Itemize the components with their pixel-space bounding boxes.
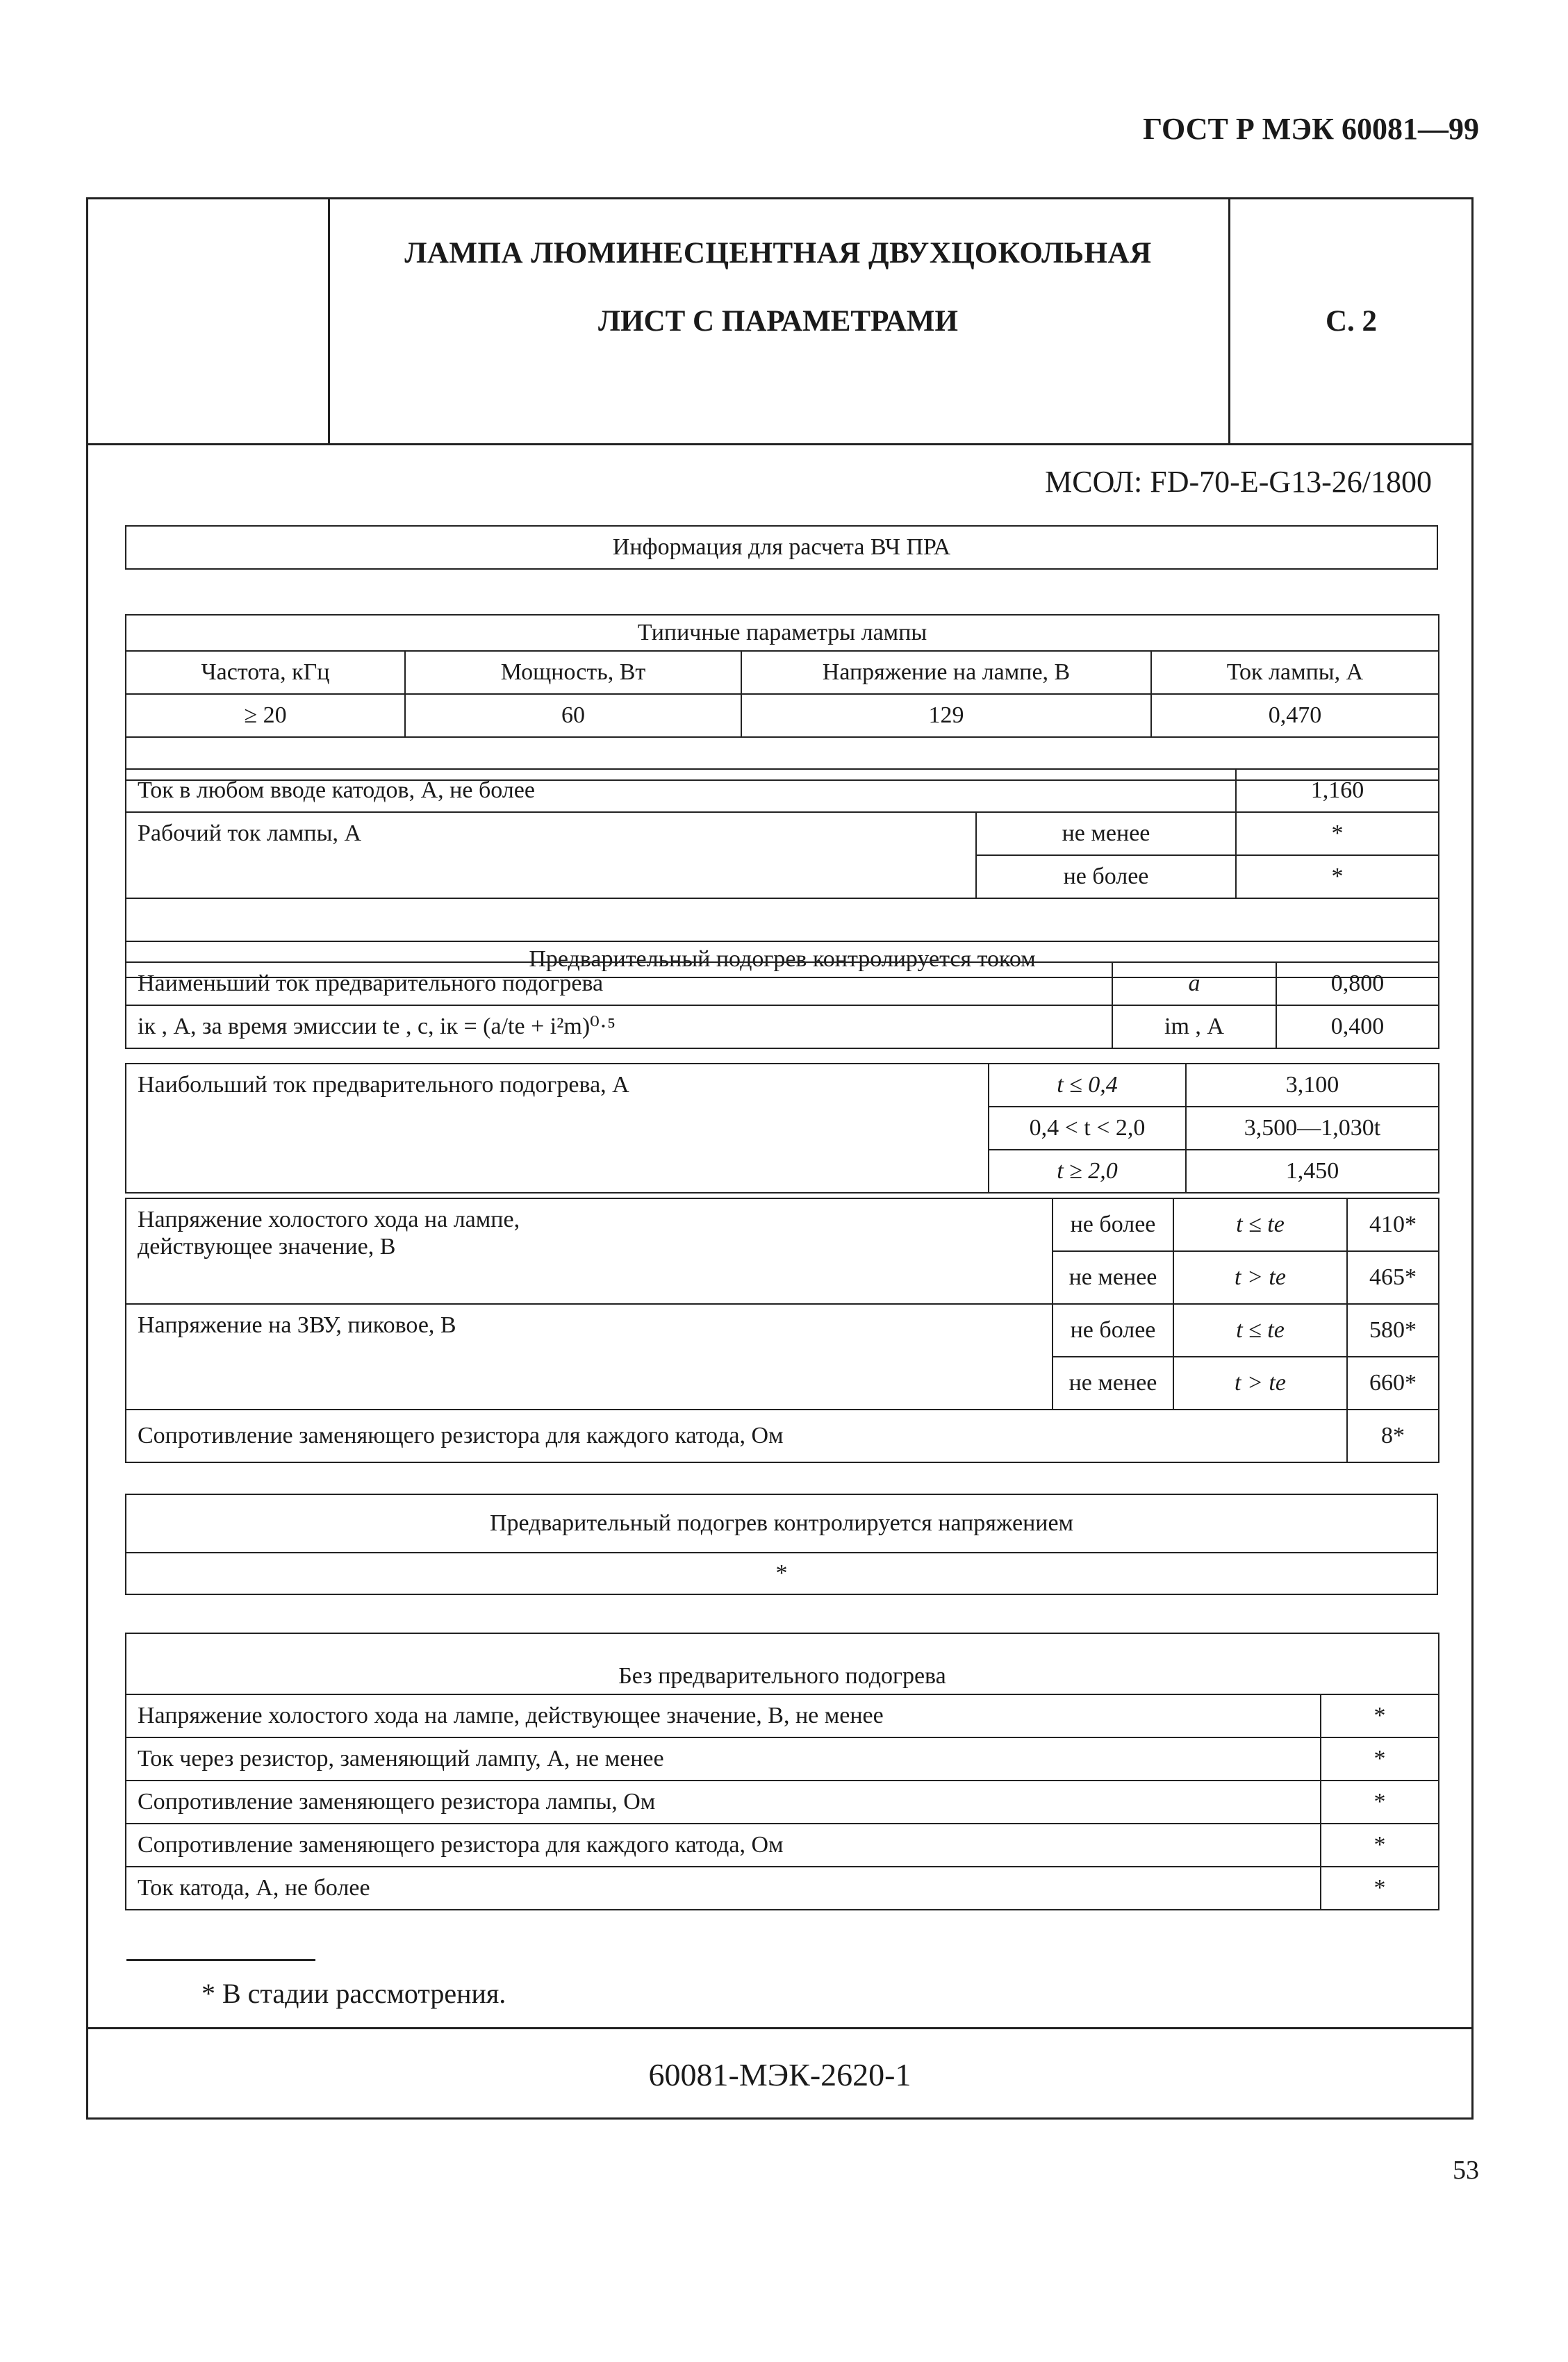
working-current-label: Рабочий ток лампы, А [126, 812, 976, 898]
preheat-voltage-table [125, 1494, 1438, 1595]
working-max-label: не более [976, 855, 1236, 898]
ignition-limit-1: не более [1053, 1304, 1173, 1357]
max-value-1: 3,100 [1186, 1064, 1439, 1107]
ignition-limit-2: не менее [1053, 1357, 1173, 1410]
ocv-limit-2: не менее [1053, 1251, 1173, 1304]
sheet-code: 60081-МЭК-2620-1 [648, 2057, 911, 2092]
standard-number: ГОСТ Р МЭК 60081—99 [1143, 112, 1479, 146]
no-preheat-value-2: * [1321, 1737, 1439, 1781]
no-preheat-value-5: * [1321, 1867, 1439, 1910]
no-preheat-value-1: * [1321, 1694, 1439, 1737]
no-preheat-caption: Без предварительного подогрева [126, 1633, 1439, 1694]
working-min-label: не менее [976, 812, 1236, 855]
lamp-designation: МСОЛ: FD-70-E-G13-26/1800 [1045, 465, 1432, 499]
page-number: 53 [1453, 2156, 1479, 2185]
value-frequency: ≥ 20 [126, 694, 405, 737]
im-value: 0,400 [1276, 1005, 1439, 1048]
max-value-2: 3,500—1,030t [1186, 1107, 1439, 1150]
preheat-voltage-value: * [126, 1553, 1437, 1594]
no-preheat-table [125, 1633, 1439, 1910]
ignition-cond-1: t ≤ tе [1173, 1304, 1347, 1357]
no-preheat-label-2: Ток через резистор, заменяющий лампу, А, не менее [126, 1737, 1321, 1781]
no-preheat-label-4: Сопротивление заменяющего резистора для каждого катода, Ом [126, 1824, 1321, 1867]
max-preheat-table [125, 1063, 1439, 1194]
header-frequency: Частота, кГц [126, 651, 405, 694]
preheat-voltage-caption: Предварительный подогрев контролируется напряжением [126, 1494, 1437, 1553]
a-label: a [1112, 962, 1276, 1005]
ocv-label [126, 1198, 1053, 1304]
ignition-cond-2: t > tе [1173, 1357, 1347, 1410]
ocv-cond-2: t > tе [1173, 1251, 1347, 1304]
max-preheat-label: Наибольший ток предварительного подогрева, А [126, 1064, 989, 1193]
no-preheat-value-4: * [1321, 1824, 1439, 1867]
current-table [125, 768, 1439, 978]
info-box-label: Информация для расчета ВЧ ПРА [126, 526, 1437, 569]
footnote-rule [126, 1959, 315, 1961]
ocv-label-line1: Напряжение холостого хода на лампе, [138, 1207, 520, 1232]
cathode-current-label: Ток в любом вводе катодов, А, не более [126, 769, 1236, 812]
ignition-value-2: 660* [1347, 1357, 1439, 1410]
header-voltage: Напряжение на лампе, В [741, 651, 1151, 694]
header-current: Ток лампы, А [1151, 651, 1439, 694]
typical-caption: Типичные параметры лампы [126, 615, 1439, 651]
ocv-value-1: 410* [1347, 1198, 1439, 1251]
value-current: 0,470 [1151, 694, 1439, 737]
value-voltage: 129 [741, 694, 1151, 737]
ignition-label: Напряжение на ЗВУ, пиковое, В [126, 1304, 1053, 1410]
max-value-3: 1,450 [1186, 1150, 1439, 1193]
min-preheat-formula: iк , А, за время эмиссии tе , с, iк = (a/tе + i²m)⁰·⁵ [126, 1005, 1112, 1048]
no-preheat-label-1: Напряжение холостого хода на лампе, действующее значение, В, не менее [126, 1694, 1321, 1737]
info-box [125, 525, 1438, 570]
ocv-cond-1: t ≤ tе [1173, 1198, 1347, 1251]
cathode-current-value: 1,160 [1236, 769, 1439, 812]
no-preheat-value-3: * [1321, 1781, 1439, 1824]
lamp-title: ЛАМПА ЛЮМИНЕСЦЕНТНАЯ ДВУХЦОКОЛЬНАЯ [404, 237, 1152, 270]
value-power: 60 [405, 694, 741, 737]
min-preheat-label: Наименьший ток предварительного подогрева [126, 962, 1112, 1005]
working-max-value: * [1236, 855, 1439, 898]
voltage-table [125, 1198, 1439, 1463]
ocv-limit-1: не более [1053, 1198, 1173, 1251]
spacer-row [126, 898, 1439, 941]
ocv-label-line2: действующее значение, В [138, 1234, 396, 1260]
max-cond-3: t ≥ 2,0 [989, 1150, 1186, 1193]
ocv-value-2: 465* [1347, 1251, 1439, 1304]
working-min-value: * [1236, 812, 1439, 855]
title-bottom-rule [86, 443, 1474, 445]
no-preheat-label-3: Сопротивление заменяющего резистора лампы, Ом [126, 1781, 1321, 1824]
sheet-title: ЛИСТ С ПАРАМЕТРАМИ [598, 305, 958, 338]
resistor-label: Сопротивление заменяющего резистора для каждого катода, Ом [126, 1410, 1347, 1462]
im-label: im , А [1112, 1005, 1276, 1048]
code-top-rule [86, 2027, 1474, 2029]
footnote: * В стадии рассмотрения. [201, 1978, 506, 2009]
resistor-value: 8* [1347, 1410, 1439, 1462]
typical-params-table [125, 614, 1439, 781]
max-cond-1: t ≤ 0,4 [989, 1064, 1186, 1107]
sheet-number: С. 2 [1325, 305, 1378, 338]
min-preheat-table [125, 961, 1439, 1049]
preheat-current-caption: Предварительный подогрев контролируется током [126, 941, 1439, 977]
no-preheat-label-5: Ток катода, А, не более [126, 1867, 1321, 1910]
a-value: 0,800 [1276, 962, 1439, 1005]
max-cond-2: 0,4 < t < 2,0 [989, 1107, 1186, 1150]
header-power: Мощность, Вт [405, 651, 741, 694]
ignition-value-1: 580* [1347, 1304, 1439, 1357]
